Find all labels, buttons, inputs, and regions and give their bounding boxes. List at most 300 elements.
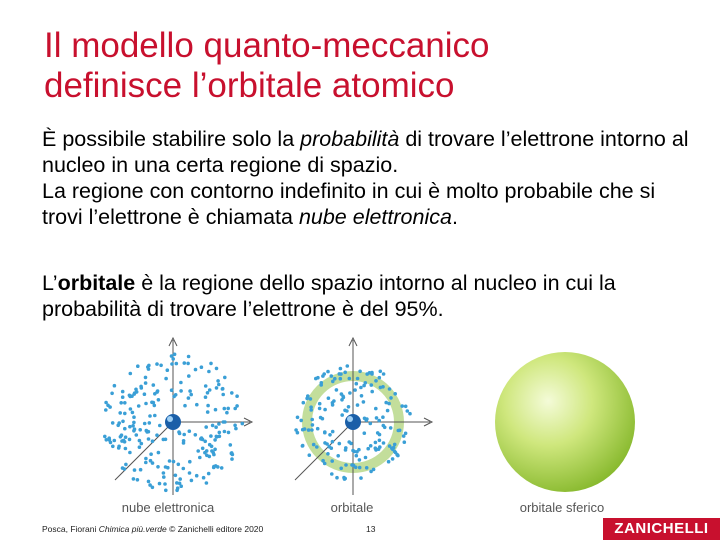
cloud-dot <box>138 445 142 449</box>
cloud-dot <box>179 389 183 393</box>
cloud-dot <box>396 454 400 458</box>
cloud-dot <box>150 401 154 405</box>
cloud-dot <box>182 439 186 443</box>
cloud-dot <box>330 374 334 378</box>
cloud-dot <box>173 353 177 357</box>
cloud-dot <box>209 434 213 438</box>
cloud-dot <box>201 447 205 451</box>
cloud-dot <box>382 372 386 376</box>
cloud-dot <box>170 362 174 366</box>
p2-text-b: . <box>451 205 458 229</box>
cloud-dot <box>172 460 176 464</box>
cloud-dot <box>153 392 157 396</box>
cloud-dot <box>310 428 314 432</box>
cloud-dot <box>159 364 163 368</box>
cloud-dot <box>182 467 186 471</box>
cloud-dot <box>348 391 352 395</box>
cloud-dot <box>348 377 352 381</box>
cloud-dot <box>351 449 355 453</box>
page-number: 13 <box>366 524 376 534</box>
cloud-dot <box>211 451 215 455</box>
cloud-dot <box>370 390 374 394</box>
cloud-dot <box>188 460 192 464</box>
cloud-dot <box>353 388 357 392</box>
cloud-dot <box>343 477 347 481</box>
cloud-dot <box>113 439 117 443</box>
cloud-dot <box>363 431 367 435</box>
cloud-dot <box>404 405 408 409</box>
title-line-2: definisce l’orbitale atomico <box>44 66 455 105</box>
cloud-dot <box>143 392 147 396</box>
cloud-dot <box>331 380 335 384</box>
cloud-dot <box>389 396 393 400</box>
cloud-dot <box>296 416 300 420</box>
cloud-dot <box>356 377 360 381</box>
cloud-dot <box>316 376 320 380</box>
cloud-dot <box>383 426 387 430</box>
cloud-dot <box>398 429 402 433</box>
cloud-dot <box>347 440 351 444</box>
cloud-dot <box>164 377 168 381</box>
cloud-dot <box>227 431 231 435</box>
cloud-dot <box>132 421 136 425</box>
cloud-dot <box>347 405 351 409</box>
cloud-dot <box>207 370 211 374</box>
cloud-dot <box>312 443 316 447</box>
cloud-dot <box>124 435 128 439</box>
cloud-dot <box>133 468 137 472</box>
cloud-dot <box>215 386 219 390</box>
cloud-dot <box>374 441 378 445</box>
cloud-dot <box>358 458 362 462</box>
cloud-dot <box>128 451 132 455</box>
cloud-dot <box>206 404 210 408</box>
cloud-dot <box>163 482 167 486</box>
cloud-dot <box>309 397 313 401</box>
paragraph-cloud <box>42 178 692 230</box>
cloud-dot <box>155 362 159 366</box>
cloud-dot <box>128 394 132 398</box>
cloud-dot <box>148 414 152 418</box>
cloud-dot <box>156 389 160 393</box>
cloud-dot <box>117 446 121 450</box>
cloud-dot <box>216 379 220 383</box>
cloud-dot <box>339 467 343 471</box>
cloud-dot <box>364 456 368 460</box>
cloud-dot <box>137 404 141 408</box>
cloud-dot <box>303 427 307 431</box>
cloud-dot <box>144 461 148 465</box>
cloud-dot <box>119 401 123 405</box>
cloud-dot <box>121 395 125 399</box>
cloud-dot <box>342 396 346 400</box>
cloud-dot <box>220 466 224 470</box>
cloud-dot <box>358 370 362 374</box>
cloud-dot <box>233 424 237 428</box>
p1-text-b: di trovare l’elettrone intorno al nucleo in una certa regione di spazio. <box>42 127 689 177</box>
cloud-dot <box>336 454 340 458</box>
cloud-dot <box>153 404 157 408</box>
cloud-dot <box>206 391 210 395</box>
cloud-dot <box>230 391 234 395</box>
cloud-dot <box>203 440 207 444</box>
cloud-dot <box>331 430 335 434</box>
cloud-dot <box>183 361 187 365</box>
cloud-dot <box>339 367 343 371</box>
cloud-dot <box>387 460 391 464</box>
cloud-dot <box>196 449 200 453</box>
cloud-dot <box>194 433 198 437</box>
cloud-dot <box>382 441 386 445</box>
cloud-dot <box>178 432 182 436</box>
cloud-dot <box>321 459 325 463</box>
cloud-dot <box>118 411 122 415</box>
cloud-dot <box>164 489 168 493</box>
cloud-dot <box>144 457 148 461</box>
cloud-dot <box>124 447 128 451</box>
definition-text <box>42 270 692 322</box>
p1-text-a: È possibile stabilire solo la <box>42 127 301 151</box>
cloud-dot <box>378 445 382 449</box>
cloud-dot <box>389 426 393 430</box>
cloud-dot <box>174 393 178 397</box>
cloud-dot <box>310 418 314 422</box>
cloud-dot <box>149 459 153 463</box>
caption-electron-cloud: nube elettronica <box>121 500 215 515</box>
cloud-dot <box>157 451 161 455</box>
slide-title <box>44 26 684 106</box>
cloud-dot <box>327 396 331 400</box>
cloud-dot <box>307 428 311 432</box>
credit-a: Posca, Fiorani <box>42 524 99 534</box>
cloud-dot <box>104 401 108 405</box>
cloud-dot <box>151 439 155 443</box>
cloud-dot <box>233 407 237 411</box>
cloud-dot <box>175 489 179 493</box>
cloud-dot <box>143 422 147 426</box>
cloud-dot <box>162 471 166 475</box>
cloud-dot <box>234 427 238 431</box>
cloud-dot <box>182 433 186 437</box>
cloud-dot <box>330 472 334 476</box>
cloud-dot <box>214 425 218 429</box>
cloud-dot <box>318 402 322 406</box>
cloud-dot <box>215 435 219 439</box>
cloud-dot <box>117 421 121 425</box>
cloud-dot <box>316 427 320 431</box>
cloud-dot <box>393 443 397 447</box>
cloud-dot <box>204 395 208 399</box>
cloud-dot <box>339 372 343 376</box>
cloud-dot <box>148 421 152 425</box>
cloud-dot <box>215 367 219 371</box>
cloud-dot <box>311 423 315 427</box>
cloud-dot <box>226 407 230 411</box>
cloud-dot <box>168 459 172 463</box>
cloud-dot <box>230 451 234 455</box>
cloud-dot <box>384 401 388 405</box>
p3-strong: orbitale <box>57 271 136 295</box>
nucleus <box>165 414 181 430</box>
cloud-dot <box>321 417 325 421</box>
cloud-dot <box>144 376 148 380</box>
cloud-dot <box>149 452 153 456</box>
cloud-dot <box>113 384 117 388</box>
cloud-dot <box>110 392 114 396</box>
cloud-dot <box>301 444 305 448</box>
cloud-dot <box>388 387 392 391</box>
cloud-dot <box>162 438 166 442</box>
cloud-dot <box>346 364 350 368</box>
cloud-dot <box>111 445 115 449</box>
cloud-dot <box>217 422 221 426</box>
cloud-dot <box>208 388 212 392</box>
cloud-dot <box>378 439 382 443</box>
cloud-dot <box>356 403 360 407</box>
cloud-dot <box>124 463 128 467</box>
cloud-dot <box>392 446 396 450</box>
cloud-dot <box>355 454 359 458</box>
cloud-dot <box>155 433 159 437</box>
p2-emphasis: nube elettronica <box>298 205 452 229</box>
cloud-dot <box>128 438 132 442</box>
cloud-dot <box>200 365 204 369</box>
cloud-dot <box>144 381 148 385</box>
cloud-dot <box>174 474 178 478</box>
cloud-dot <box>134 388 138 392</box>
cloud-dot <box>138 439 142 443</box>
cloud-dot <box>318 407 322 411</box>
cloud-dot <box>221 393 225 397</box>
cloud-dot <box>175 481 179 485</box>
cloud-dot <box>206 410 210 414</box>
cloud-dot <box>145 430 149 434</box>
cloud-dot <box>188 471 192 475</box>
cloud-dot <box>131 424 135 428</box>
credit-b: © Zanichelli editore 2020 <box>166 524 264 534</box>
orbital-figure <box>275 330 435 500</box>
cloud-dot <box>320 381 324 385</box>
cloud-dot <box>366 447 370 451</box>
cloud-dot <box>131 411 135 415</box>
cloud-dot <box>178 477 182 481</box>
intro-text <box>42 126 692 230</box>
cloud-dot <box>166 368 170 372</box>
cloud-dot <box>339 377 343 381</box>
cloud-dot <box>335 476 339 480</box>
cloud-dot <box>391 457 395 461</box>
cloud-dot <box>379 386 383 390</box>
cloud-dot <box>344 463 348 467</box>
caption-spherical-orbital: orbitale sferico <box>519 500 605 515</box>
cloud-dot <box>123 401 127 405</box>
cloud-dot <box>175 362 179 366</box>
cloud-dot <box>372 468 376 472</box>
cloud-dot <box>321 374 325 378</box>
cloud-dot <box>158 424 162 428</box>
cloud-dot <box>187 374 191 378</box>
cloud-dot <box>315 445 319 449</box>
cloud-dot <box>162 475 166 479</box>
cloud-dot <box>386 409 390 413</box>
cloud-dot <box>400 404 404 408</box>
cloud-dot <box>129 372 133 376</box>
cloud-dot <box>156 465 160 469</box>
cloud-dot <box>328 433 332 437</box>
cloud-dot <box>340 413 344 417</box>
cloud-dot <box>104 408 108 412</box>
footer-credit <box>42 524 263 534</box>
cloud-dot <box>187 355 191 359</box>
cloud-dot <box>343 371 347 375</box>
nucleus-highlight <box>347 416 353 422</box>
cloud-dot <box>136 478 140 482</box>
cloud-dot <box>369 422 373 426</box>
cloud-dot <box>309 408 313 412</box>
cloud-dot <box>198 456 202 460</box>
cloud-dot <box>338 442 342 446</box>
cloud-dot <box>225 411 229 415</box>
cloud-dot <box>213 448 217 452</box>
cloud-dot <box>121 390 125 394</box>
cloud-dot <box>359 386 363 390</box>
paragraph-probability <box>42 126 692 178</box>
cloud-dot <box>186 362 190 366</box>
cloud-dot <box>195 403 199 407</box>
cloud-dot <box>204 384 208 388</box>
cloud-dot <box>205 449 209 453</box>
cloud-dot <box>221 387 225 391</box>
p3-text-b: è la regione dello spazio intorno al nucleo in cui la probabilità di trovare l’elettrone è del 95%. <box>42 271 616 321</box>
cloud-dot <box>157 398 161 402</box>
cloud-dot <box>323 408 327 412</box>
cloud-dot <box>378 376 382 380</box>
cloud-dot <box>331 440 335 444</box>
cloud-dot <box>374 446 378 450</box>
cloud-dot <box>406 409 410 413</box>
cloud-dot <box>204 425 208 429</box>
nucleus <box>345 414 361 430</box>
cloud-dot <box>179 381 183 385</box>
cloud-dot <box>195 474 199 478</box>
cloud-dot <box>211 424 215 428</box>
caption-orbital: orbitale <box>330 500 374 515</box>
cloud-dot <box>144 402 148 406</box>
cloud-dot <box>365 372 369 376</box>
cloud-dot <box>374 407 378 411</box>
cloud-dot <box>344 448 348 452</box>
cloud-dot <box>189 393 193 397</box>
cloud-dot <box>404 432 408 436</box>
cloud-dot <box>177 463 181 467</box>
nucleus-highlight <box>167 416 173 422</box>
cloud-dot <box>222 420 226 424</box>
cloud-dot <box>123 412 127 416</box>
cloud-dot <box>120 439 124 443</box>
cloud-dot <box>299 419 303 423</box>
cloud-dot <box>214 408 218 412</box>
cloud-dot <box>121 420 125 424</box>
cloud-dot <box>230 457 234 461</box>
cloud-dot <box>223 376 227 380</box>
cloud-dot <box>120 433 124 437</box>
cloud-dot <box>123 467 127 471</box>
cloud-dot <box>194 368 198 372</box>
cloud-dot <box>170 354 174 358</box>
cloud-dot <box>379 370 383 374</box>
cloud-dot <box>364 381 368 385</box>
publisher-logo: ZANICHELLI <box>603 518 720 540</box>
cloud-dot <box>147 437 151 441</box>
cloud-dot <box>188 429 192 433</box>
cloud-dot <box>207 472 211 476</box>
cloud-dot <box>360 394 364 398</box>
cloud-dot <box>323 431 327 435</box>
cloud-dot <box>152 383 156 387</box>
cloud-dot <box>408 412 412 416</box>
cloud-dot <box>302 401 306 405</box>
cloud-dot <box>355 382 359 386</box>
cloud-dot <box>377 419 381 423</box>
cloud-dot <box>218 431 222 435</box>
paragraph-orbital <box>42 270 692 322</box>
cloud-dot <box>151 486 155 490</box>
cloud-dot <box>132 415 136 419</box>
cloud-dot <box>370 383 374 387</box>
cloud-dot <box>212 465 216 469</box>
cloud-dot <box>294 428 298 432</box>
cloud-dot <box>374 379 378 383</box>
cloud-dot <box>139 468 143 472</box>
cloud-dot <box>369 444 373 448</box>
cloud-dot <box>190 479 194 483</box>
cloud-dot <box>235 394 239 398</box>
cloud-dot <box>123 427 127 431</box>
cloud-dot <box>223 430 227 434</box>
cloud-dot <box>229 443 233 447</box>
cloud-dot <box>217 383 221 387</box>
cloud-dot <box>170 388 174 392</box>
cloud-dot <box>210 445 214 449</box>
cloud-dot <box>359 476 363 480</box>
cloud-dot <box>381 415 385 419</box>
cloud-dot <box>136 364 140 368</box>
cloud-dot <box>357 448 361 452</box>
credit-book: Chimica più.verde <box>98 524 167 534</box>
cloud-dot <box>200 436 204 440</box>
cloud-dot <box>330 459 334 463</box>
cloud-dot <box>205 481 209 485</box>
cloud-dot <box>132 429 136 433</box>
cloud-dot <box>107 436 111 440</box>
cloud-dot <box>376 431 380 435</box>
cloud-dot <box>188 389 192 393</box>
cloud-dot <box>326 370 330 374</box>
cloud-dot <box>109 441 113 445</box>
cloud-dot <box>331 401 335 405</box>
cloud-dot <box>139 385 143 389</box>
cloud-dot <box>209 362 213 366</box>
cloud-dot <box>147 480 151 484</box>
electron-cloud-figure <box>95 330 255 500</box>
cloud-dot <box>308 453 312 457</box>
cloud-dot <box>158 482 162 486</box>
cloud-dot <box>393 392 397 396</box>
p2-text-a: La regione con contorno indefinito in cui è molto probabile che si trovi l’elettrone è chiamata <box>42 179 656 229</box>
cloud-dot <box>305 397 309 401</box>
cloud-dot <box>129 407 133 411</box>
cloud-dot <box>140 442 144 446</box>
